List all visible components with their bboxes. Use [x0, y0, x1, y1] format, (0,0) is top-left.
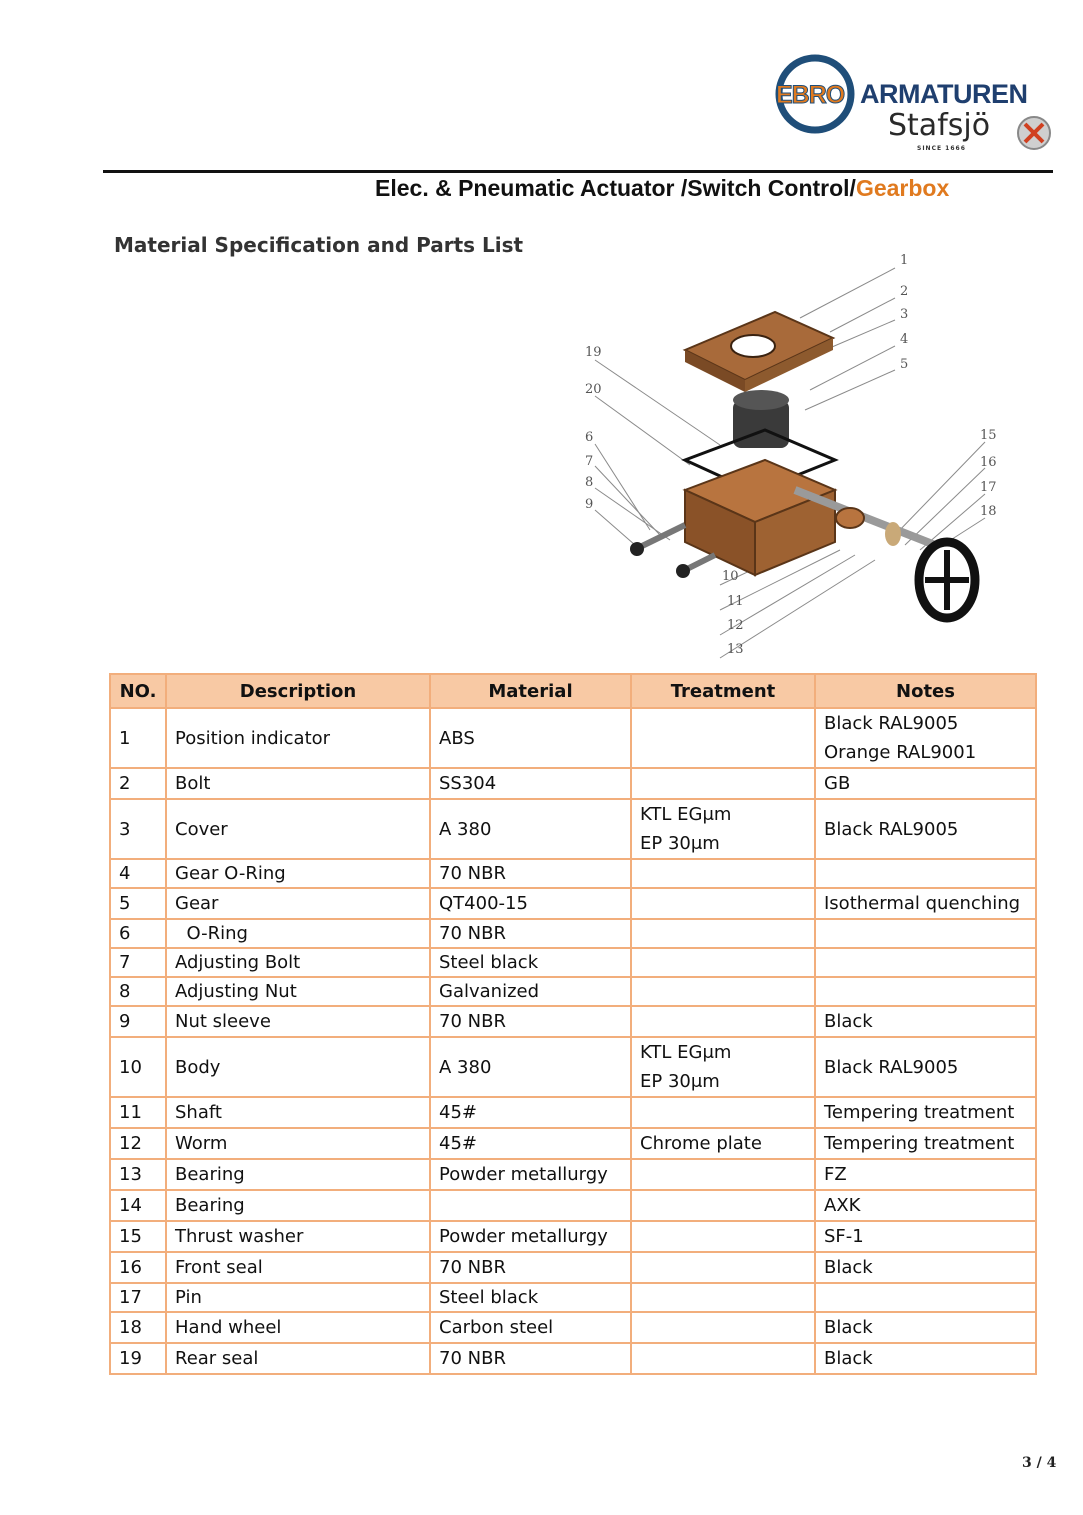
cell-treatment [631, 768, 815, 799]
logo-since-text: SINCE 1666 [917, 145, 966, 152]
table-row [110, 1128, 1036, 1159]
cell-treatment [631, 1006, 815, 1037]
cell-notes [815, 948, 1036, 977]
callout-10: 10 [722, 569, 739, 584]
cell-notes [815, 1221, 1036, 1252]
cell-description: Bolt [166, 768, 430, 799]
cell-notes-line-1: SF-1 [824, 1226, 864, 1247]
cell-notes [815, 768, 1036, 799]
cell-description: Adjusting Nut [166, 977, 430, 1006]
logo-ebro-text: EBRO [776, 81, 845, 109]
callout-19: 19 [585, 345, 602, 360]
cell-treatment [631, 1097, 815, 1128]
document-title [375, 175, 949, 202]
cell-material: SS304 [430, 768, 631, 799]
gearbox-exploded-drawing [575, 250, 1015, 675]
callout-1: 1 [900, 253, 909, 268]
header-treatment: Treatment [631, 674, 815, 708]
callout-9: 9 [585, 497, 594, 512]
cell-material: 45# [430, 1128, 631, 1159]
cell-description: Rear seal [166, 1343, 430, 1374]
company-logo [770, 48, 1060, 156]
cell-no: 12 [110, 1128, 166, 1159]
cell-treatment [631, 1283, 815, 1312]
header-notes: Notes [815, 674, 1036, 708]
page-number: 3 / 4 [1022, 1455, 1057, 1471]
header-material: Material [430, 674, 631, 708]
cell-material: 70 NBR [430, 1006, 631, 1037]
callout-7: 7 [585, 454, 594, 469]
cell-notes [815, 977, 1036, 1006]
table-row [110, 1037, 1036, 1097]
header-description: Description [166, 674, 430, 708]
cell-notes-line-1: Black [824, 1317, 873, 1338]
cell-no: 5 [110, 888, 166, 919]
cell-no: 4 [110, 859, 166, 888]
cell-treatment [631, 1312, 815, 1343]
cell-material: 70 NBR [430, 919, 631, 948]
cell-material: 70 NBR [430, 859, 631, 888]
cell-notes [815, 1343, 1036, 1374]
cell-no: 6 [110, 919, 166, 948]
cell-treatment [631, 1128, 815, 1159]
cell-no: 18 [110, 1312, 166, 1343]
cell-no: 10 [110, 1037, 166, 1097]
cell-treatment [631, 1343, 815, 1374]
table-row [110, 859, 1036, 888]
cell-notes [815, 799, 1036, 859]
cell-material [430, 1190, 631, 1221]
cell-notes [815, 1006, 1036, 1037]
cell-treatment [631, 708, 815, 768]
cell-treatment [631, 948, 815, 977]
cell-notes [815, 888, 1036, 919]
cell-material: Steel black [430, 1283, 631, 1312]
cell-description: Hand wheel [166, 1312, 430, 1343]
cell-no: 17 [110, 1283, 166, 1312]
cell-material: A 380 [430, 799, 631, 859]
cell-description: Nut sleeve [166, 1006, 430, 1037]
callout-6: 6 [585, 430, 594, 445]
table-row [110, 1343, 1036, 1374]
table-row [110, 977, 1036, 1006]
cell-notes [815, 1283, 1036, 1312]
cell-notes-line-1: Black [824, 1348, 873, 1369]
cell-treatment [631, 1221, 815, 1252]
cell-notes-line-1: AXK [824, 1195, 861, 1216]
cell-notes [815, 859, 1036, 888]
cell-no: 11 [110, 1097, 166, 1128]
cell-treatment [631, 888, 815, 919]
cell-notes-line-1: Black RAL9005 [824, 1056, 959, 1078]
cell-no: 3 [110, 799, 166, 859]
cell-description: Front seal [166, 1252, 430, 1283]
cell-notes-line-1: Isothermal quenching [824, 893, 1021, 914]
table-row [110, 1159, 1036, 1190]
callout-3: 3 [900, 307, 909, 322]
callout-13: 13 [727, 642, 744, 657]
cell-no: 14 [110, 1190, 166, 1221]
callout-16: 16 [980, 455, 997, 470]
cell-notes-line-2: Orange RAL9001 [824, 742, 977, 763]
cell-material: 70 NBR [430, 1343, 631, 1374]
cell-no: 15 [110, 1221, 166, 1252]
cell-notes [815, 1190, 1036, 1221]
table-row [110, 1006, 1036, 1037]
cell-treatment [631, 1159, 815, 1190]
cell-material: QT400-15 [430, 888, 631, 919]
cell-notes-line-1: Tempering treatment [824, 1133, 1015, 1154]
callout-4: 4 [900, 332, 909, 347]
logo-stafsjo-text: Stafsjö [888, 108, 991, 143]
cell-description: Body [166, 1037, 430, 1097]
cell-description: Cover [166, 799, 430, 859]
callout-15: 15 [980, 428, 997, 443]
callout-18: 18 [980, 504, 997, 519]
cell-notes [815, 1252, 1036, 1283]
gearbox-illustration [575, 250, 1015, 675]
cell-material: Carbon steel [430, 1312, 631, 1343]
cell-treatment [631, 919, 815, 948]
callout-20: 20 [585, 382, 602, 397]
cell-notes [815, 919, 1036, 948]
callout-17: 17 [980, 480, 997, 495]
cell-treatment-line-1: KTL EGμm [640, 1042, 732, 1063]
document-title-accent: Gearbox [855, 175, 950, 201]
cell-treatment-line-1: Chrome plate [640, 1133, 762, 1154]
cell-notes-line-1: Black RAL9005 [824, 713, 959, 734]
cell-treatment [631, 977, 815, 1006]
table-body [110, 708, 1036, 1374]
table-row [110, 1283, 1036, 1312]
table-row [110, 888, 1036, 919]
cell-no: 2 [110, 768, 166, 799]
callout-8: 8 [585, 475, 594, 490]
cell-material: Galvanized [430, 977, 631, 1006]
cell-treatment [631, 1037, 815, 1097]
cell-notes [815, 1037, 1036, 1097]
cell-notes-line-1: Tempering treatment [824, 1102, 1015, 1123]
cell-treatment [631, 799, 815, 859]
table-row [110, 1221, 1036, 1252]
logo-armaturen-text: ARMATUREN [860, 79, 1028, 109]
cell-no: 8 [110, 977, 166, 1006]
cell-notes [815, 1097, 1036, 1128]
section-title: Material Specification and Parts List [114, 233, 524, 257]
cell-description: Gear [166, 888, 430, 919]
cell-description: O-Ring [166, 919, 430, 948]
cell-description: Thrust washer [166, 1221, 430, 1252]
cell-treatment-line-2: EP 30μm [640, 833, 720, 854]
cell-description: Shaft [166, 1097, 430, 1128]
table-row [110, 1190, 1036, 1221]
cell-description: Pin [166, 1283, 430, 1312]
header-no: NO. [110, 674, 166, 708]
cell-notes [815, 1312, 1036, 1343]
cell-description: Position indicator [166, 708, 430, 768]
cell-description: Gear O-Ring [166, 859, 430, 888]
cell-material: ABS [430, 708, 631, 768]
cell-no: 19 [110, 1343, 166, 1374]
table-row [110, 1252, 1036, 1283]
cell-notes-line-1: GB [824, 773, 851, 794]
cell-no: 13 [110, 1159, 166, 1190]
table-row [110, 768, 1036, 799]
cell-no: 1 [110, 708, 166, 768]
cell-treatment-line-2: EP 30μm [640, 1071, 720, 1092]
cell-treatment [631, 1252, 815, 1283]
table-row [110, 799, 1036, 859]
table-row [110, 708, 1036, 768]
cell-notes-line-1: FZ [824, 1164, 847, 1185]
callout-11: 11 [727, 594, 744, 609]
cell-notes-line-1: Black RAL9005 [824, 818, 959, 840]
table-row [110, 919, 1036, 948]
cell-notes [815, 1128, 1036, 1159]
cell-treatment [631, 1190, 815, 1221]
cell-treatment-line-1: KTL EGμm [640, 804, 732, 825]
table-row [110, 1097, 1036, 1128]
cell-no: 7 [110, 948, 166, 977]
table-row [110, 1312, 1036, 1343]
header-rule [103, 170, 1053, 173]
cell-notes-line-1: Black [824, 1257, 873, 1278]
cell-material: Powder metallurgy [430, 1159, 631, 1190]
cell-description: Bearing [166, 1159, 430, 1190]
cell-no: 16 [110, 1252, 166, 1283]
cell-material: A 380 [430, 1037, 631, 1097]
cell-material: Powder metallurgy [430, 1221, 631, 1252]
cell-treatment [631, 859, 815, 888]
cell-notes-line-1: Black [824, 1011, 873, 1032]
callout-12: 12 [727, 618, 744, 633]
document-title-main: Elec. & Pneumatic Actuator /Switch Control/ [375, 175, 856, 201]
cell-material: Steel black [430, 948, 631, 977]
cell-notes [815, 1159, 1036, 1190]
cell-notes [815, 708, 1036, 768]
cell-description: Bearing [166, 1190, 430, 1221]
table-row [110, 948, 1036, 977]
callout-2: 2 [900, 284, 909, 299]
cell-description: Worm [166, 1128, 430, 1159]
table-header-row [110, 674, 1036, 708]
callout-5: 5 [900, 357, 909, 372]
cell-description: Adjusting Bolt [166, 948, 430, 977]
cell-no: 9 [110, 1006, 166, 1037]
parts-list-table [109, 673, 1037, 1375]
cell-material: 45# [430, 1097, 631, 1128]
cell-material: 70 NBR [430, 1252, 631, 1283]
